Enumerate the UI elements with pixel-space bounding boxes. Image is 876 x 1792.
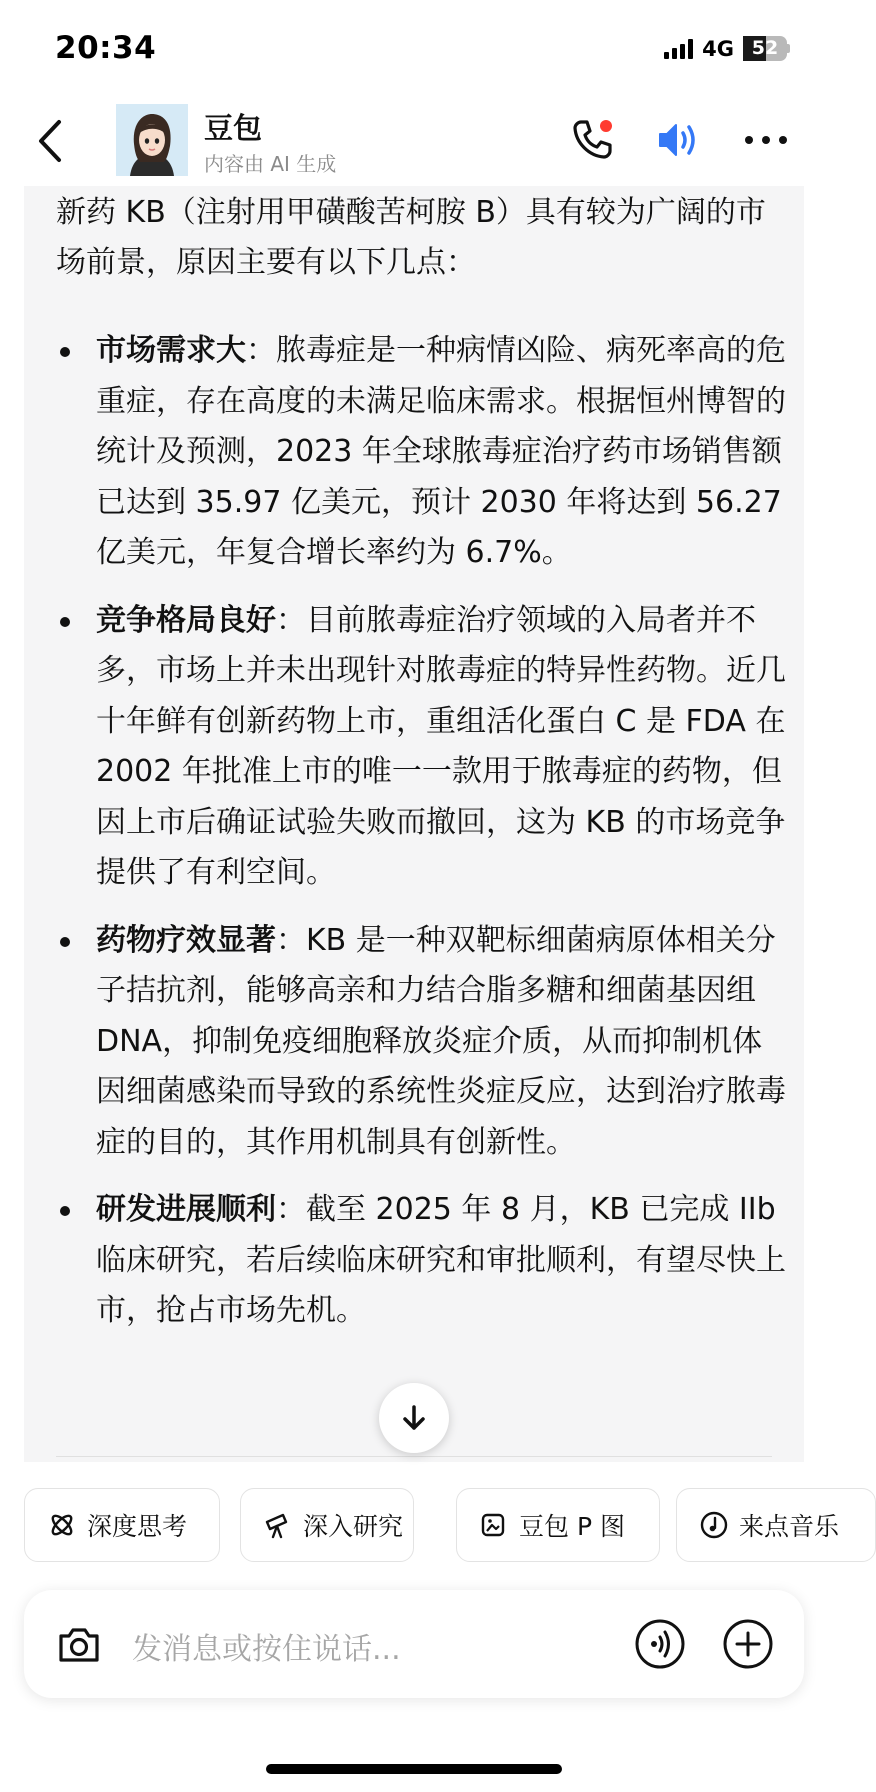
speaker-button[interactable] [654, 116, 702, 164]
battery-percent: 52 [751, 37, 779, 59]
battery-icon [743, 36, 790, 61]
chip-image-edit[interactable] [456, 1488, 660, 1562]
message-input-bar [24, 1590, 804, 1698]
chat-title: 豆包 [204, 111, 263, 145]
chip-deep-think[interactable] [24, 1488, 220, 1562]
doubao-avatar-icon [116, 104, 188, 176]
home-indicator [266, 1764, 562, 1774]
signal-icon [664, 39, 693, 59]
point-text: ：脓毒症是一种病情凶险、病死率高的危重症，存在高度的未满足临床需求。根据恒州博智的统计及预测，2023 年全球脓毒症治疗药市场销售额已达到 35.97 亿美元，预计 2030 年将达到 56.27 亿美元，年复合增长率约为 6.7%。 [96, 333, 786, 570]
more-icon [742, 124, 790, 156]
bullet-icon [60, 1206, 70, 1216]
bullet-icon [60, 347, 70, 357]
image-edit-icon [479, 1510, 509, 1540]
plus-icon [722, 1618, 774, 1670]
point-title: 竞争格局良好 [96, 602, 276, 638]
more-button[interactable] [742, 124, 790, 156]
list-item [56, 1185, 786, 1337]
camera-button[interactable] [54, 1620, 104, 1670]
voice-icon [634, 1618, 686, 1670]
chip-deep-research[interactable] [240, 1488, 414, 1562]
ai-message-bubble [24, 186, 804, 1462]
message-intro: 新药 KB（注射用甲磺酸苦柯胺 B）具有较为广阔的市场前景，原因主要有以下几点： [56, 195, 766, 280]
bullet-icon [60, 937, 70, 947]
chip-label: 来点音乐 [739, 1512, 840, 1541]
point-title: 市场需求大 [96, 333, 246, 368]
list-item [56, 596, 786, 899]
point-title: 研发进展顺利 [96, 1192, 276, 1227]
scroll-to-bottom-button[interactable] [379, 1383, 449, 1453]
message-input[interactable]: 发消息或按住说话... [132, 1632, 401, 1667]
list-item [56, 916, 786, 1169]
list-item [56, 326, 786, 579]
music-icon [699, 1510, 729, 1540]
chat-header [0, 96, 828, 186]
camera-icon [54, 1620, 104, 1670]
chip-label: 豆包 P 图 [519, 1512, 625, 1541]
quick-action-chips [24, 1488, 840, 1562]
point-text: ：KB 是一种双靶标细菌病原体相关分子拮抗剂，能够高亲和力结合脂多糖和细菌基因组 DNA，抑制免疫细胞释放炎症介质，从而抑制机体因细菌感染而导致的系统性炎症反应，达到治疗脓毒症的目的，其作用机制具有创新性。 [96, 922, 786, 1160]
atom-icon [47, 1510, 77, 1540]
point-title: 药物疗效显著 [96, 922, 276, 958]
telescope-icon [263, 1510, 293, 1540]
status-time: 20:34 [55, 30, 157, 66]
chip-label: 深入研究 [303, 1512, 404, 1541]
bullet-icon [60, 617, 70, 627]
call-button[interactable] [568, 116, 616, 164]
point-text: ：目前脓毒症治疗领域的入局者并不多，市场上并未出现针对脓毒症的特异性药物。近几十年鲜有创新药物上市，重组活化蛋白 C 是 FDA 在 2002 年批准上市的唯一一款用于脓毒症的药物，但因上市后确证试验失败而撤回，这为 KB 的市场竞争提供了有利空间。 [96, 602, 786, 890]
add-attachment-button[interactable] [722, 1618, 774, 1670]
message-divider [56, 1456, 772, 1457]
ai-disclaimer: 内容由 AI 生成 [204, 152, 337, 176]
chip-label: 深度思考 [87, 1512, 188, 1541]
avatar[interactable] [116, 104, 188, 176]
message-list [56, 326, 786, 1354]
chevron-left-icon [37, 119, 63, 163]
back-button[interactable] [30, 116, 70, 166]
chip-music[interactable] [676, 1488, 876, 1562]
status-indicators [664, 36, 790, 61]
point-text: ：截至 2025 年 8 月，KB 已完成 IIb 临床研究，若后续临床研究和审批顺利，有望尽快上市，抢占市场先机。 [96, 1192, 786, 1328]
phone-icon [568, 116, 616, 164]
arrow-down-icon [399, 1403, 429, 1433]
network-label: 4G [702, 36, 734, 61]
status-bar [0, 0, 828, 96]
voice-input-button[interactable] [634, 1618, 686, 1670]
speaker-icon [654, 116, 702, 164]
